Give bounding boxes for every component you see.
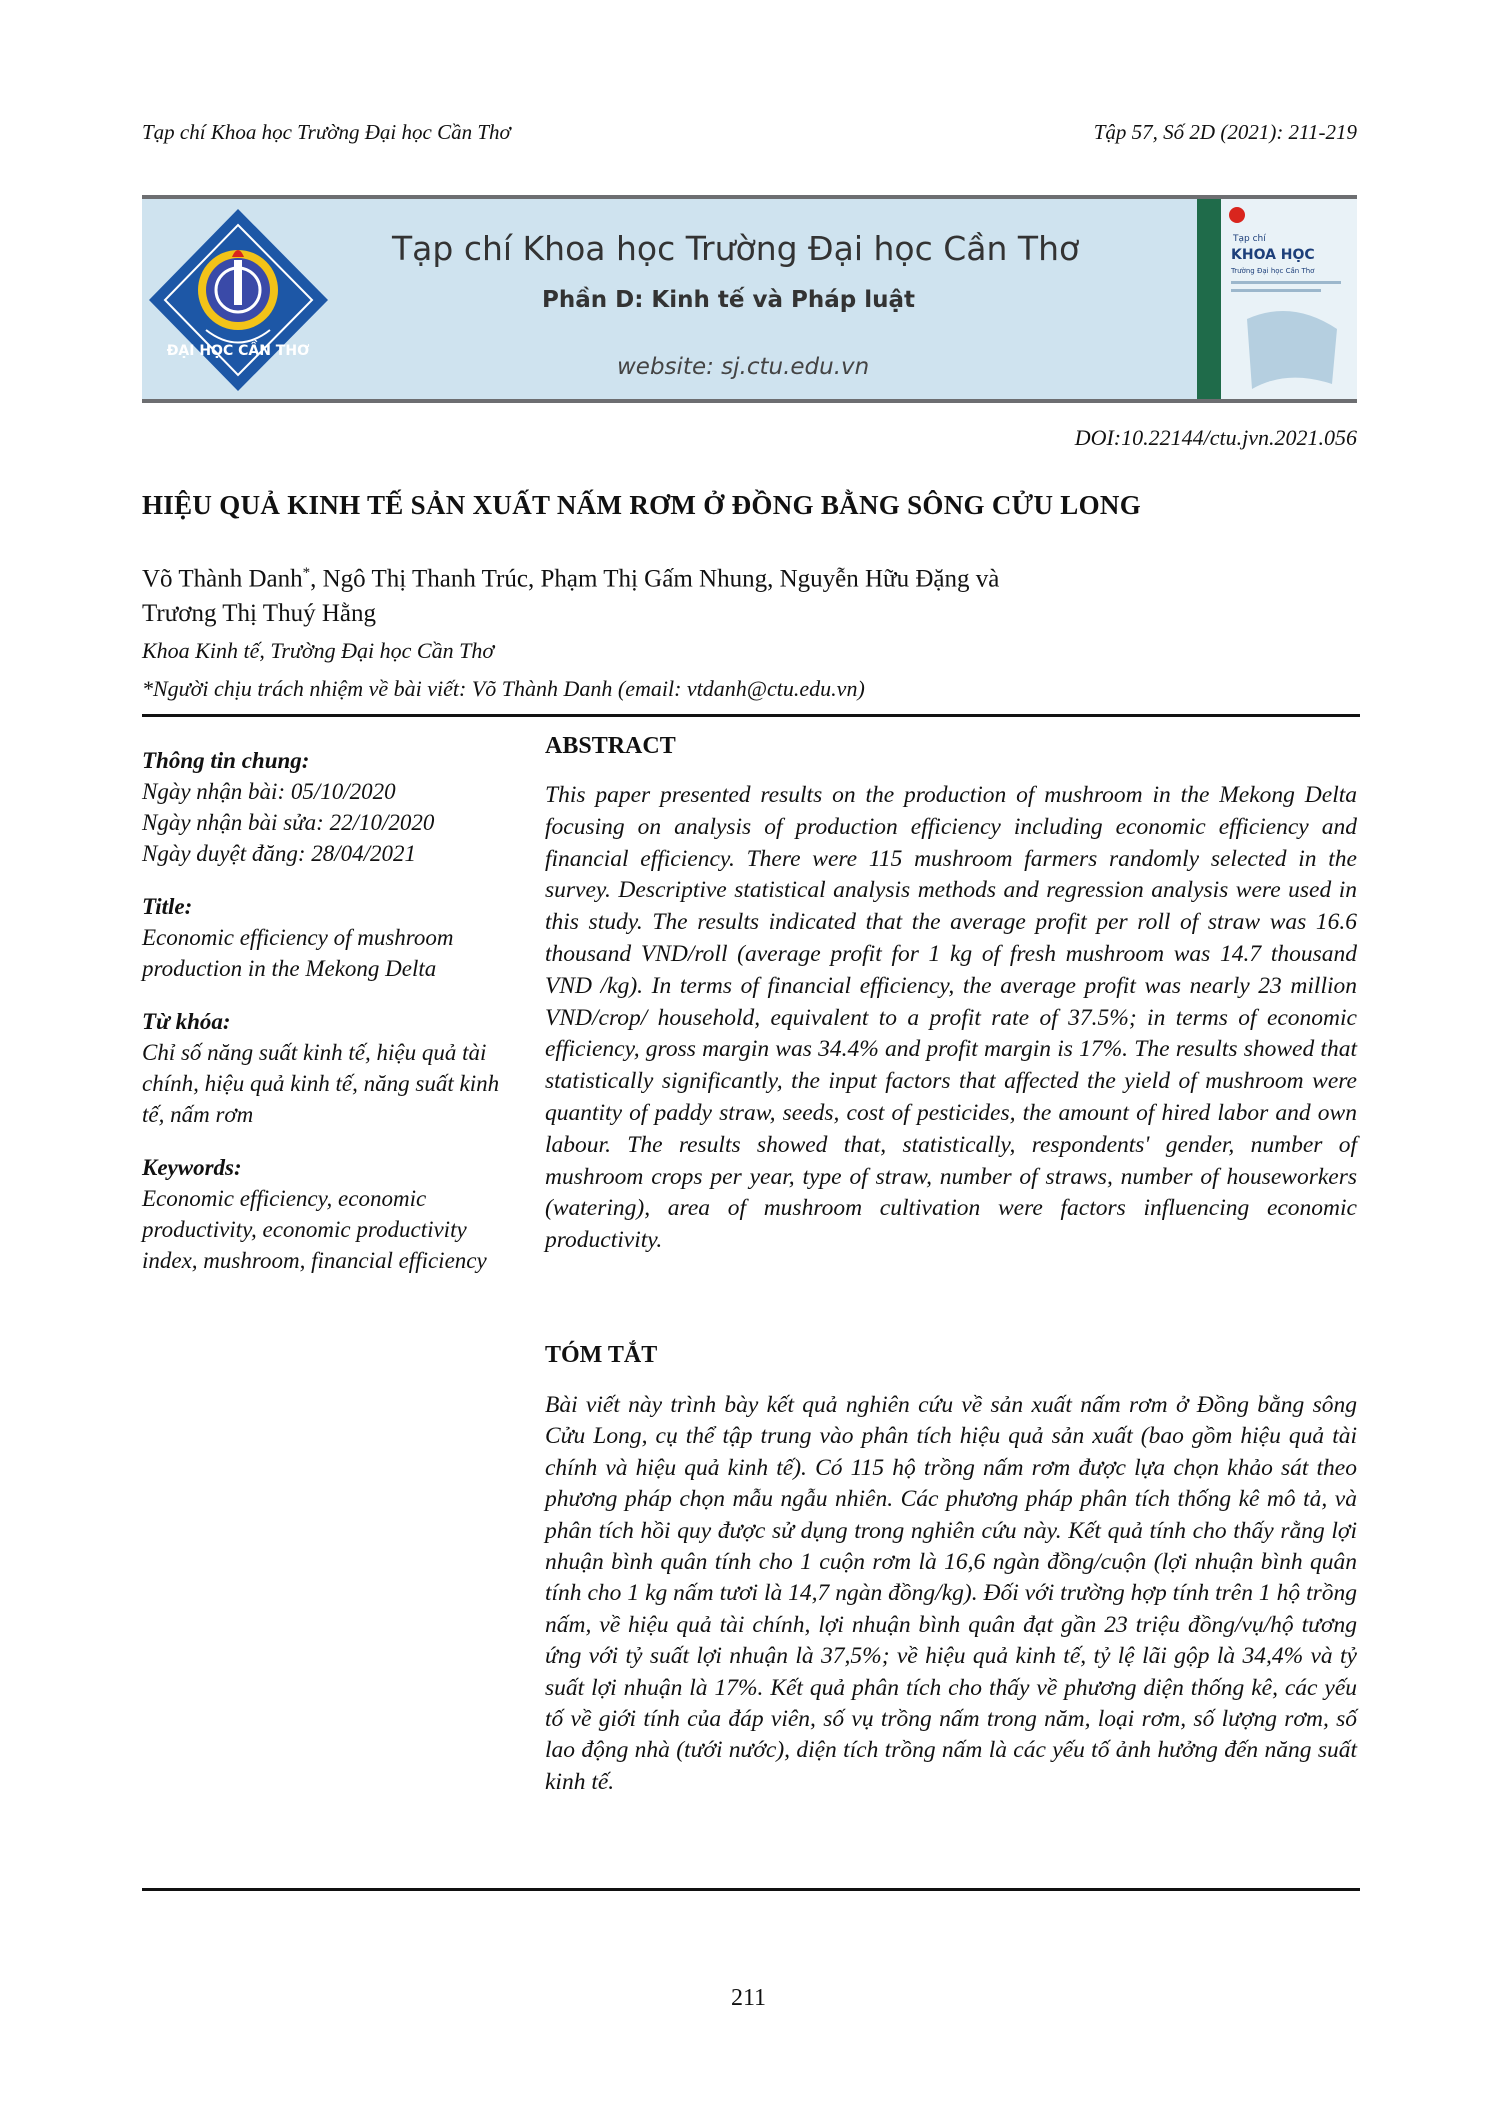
keywords-heading: Keywords: [142, 1155, 242, 1180]
author-first: Võ Thành Danh [142, 565, 303, 593]
authors-line2: Trương Thị Thuý Hằng [142, 600, 376, 628]
paper-title: HIỆU QUẢ KINH TẾ SẢN XUẤT NẤM RƠM Ở ĐỒNG BẰNG SÔNG CỬU LONG [142, 490, 1142, 520]
tomtat-text: Bài viết này trình bày kết quả nghiên cứu về sản xuất nấm rơm ở Đồng bằng sông Cửu Long, cụ thể tập trung vào phân tích hiệu quả sản xuất (bao gồm hiệu quả tài chính và hiệu quả kinh tế). Có 115 hộ trồng nấm rơm được lựa chọn khảo sát theo phương pháp chọn mẫu ngẫu nhiên. Các phương pháp phân tích thống kê mô tả, và phân tích hồi quy được sử dụng trong nghiên cứu này. Kết quả tính cho thấy rằng lợi nhuận bình quân tính cho 1 cuộn rơm là 16,6 ngàn đồng/cuộn (lợi nhuận bình quân tính cho 1 kg nấm tươi là 14,7 ngàn đồng/kg). Đối với trường hợp tính trên 1 hộ trồng nấm, về hiệu quả tài chính, lợi nhuận bình quân đạt gần 23 triệu đồng/vụ/hộ tương ứng với tỷ suất lợi nhuận là 37,5%; về hiệu quả kinh tế, tỷ lệ lãi gộp là 34,4% và tỷ suất lợi nhuận là 17%. Kết quả phân tích cho thấy về phương diện thống kê, các yếu tố về giới tính của đáp viên, số vụ trồng nấm trong năm, loại rơm, số lượng rơm, số lao động nhà (tưới nước), diện tích trồng nấm là các yếu tố ảnh hưởng đến năng suất kinh tế. [545, 1392, 1357, 1795]
article-info-sidebar [142, 745, 502, 1276]
tomtat-heading: TÓM TẮT [545, 1342, 658, 1368]
title-heading: Title: [142, 894, 193, 919]
tukhoa-heading: Từ khóa: [142, 1009, 231, 1034]
divider-bottom [142, 1888, 1360, 1891]
university-logo [146, 205, 331, 395]
abstract-heading: ABSTRACT [545, 733, 676, 759]
info-heading: Thông tin chung: [142, 748, 310, 773]
page-number: 211 [730, 1985, 767, 2011]
date-accepted: Ngày duyệt đăng: 28/04/2021 [142, 841, 417, 866]
tukhoa-text: Chỉ số năng suất kinh tế, hiệu quả tài chính, hiệu quả kinh tế, năng suất kinh tế, nấm rơm [142, 1040, 500, 1127]
doi: DOI:10.22144/ctu.jvn.2021.056 [1074, 425, 1357, 450]
date-revised: Ngày nhận bài sửa: 22/10/2020 [142, 810, 435, 835]
svg-text:Trường Đại học Cần Thơ: Trường Đại học Cần Thơ [1231, 267, 1315, 275]
running-header-journal: Tạp chí Khoa học Trường Đại học Cần Thơ [142, 120, 511, 144]
banner-website: website: sj.ctu.edu.vn [617, 354, 870, 380]
svg-text:KHOA HỌC: KHOA HỌC [1231, 247, 1315, 263]
svg-text:ĐẠI HỌC CẦN THƠ: ĐẠI HỌC CẦN THƠ [166, 343, 310, 359]
corresponding-author: *Người chịu trách nhiệm về bài viết: Võ Thành Danh (email: vtdanh@ctu.edu.vn) [142, 676, 865, 701]
authors [142, 556, 1242, 631]
running-header-volume: Tập 57, Số 2D (2021): 211-219 [1093, 120, 1357, 144]
date-received: Ngày nhận bài: 05/10/2020 [142, 779, 396, 804]
keywords-text: Economic efficiency, economic productivity, economic productivity index, mushroom, financial efficiency [142, 1186, 487, 1273]
svg-text:Tạp chí: Tạp chí [1233, 234, 1266, 244]
authors-rest: , Ngô Thị Thanh Trúc, Phạm Thị Gấm Nhung, Nguyễn Hữu Đặng và [310, 565, 1000, 593]
journal-banner [142, 195, 1357, 403]
affiliation: Khoa Kinh tế, Trường Đại học Cần Thơ [142, 638, 495, 663]
banner-subtitle: Phần D: Kinh tế và Pháp luật [542, 287, 916, 313]
banner-title: Tạp chí Khoa học Trường Đại học Cần Thơ [392, 229, 1080, 268]
english-title: Economic efficiency of mushroom production in the Mekong Delta [142, 925, 454, 981]
abstract-text: This paper presented results on the production of mushroom in the Mekong Delta focusing on analysis of production efficiency including economic efficiency and financial efficiency. There were 115 mushroom farmers randomly selected in the survey. Descriptive statistical analysis methods and regression analysis were used in this study. The results indicated that the average profit per roll of straw was 16.6 thousand VND/roll (average profit for 1 kg of fresh mushroom was 14.7 thousand VND /kg). In terms of financial efficiency, the average profit was nearly 23 million VND/crop/ household, equivalent to a profit rate of 37.5%; in terms of economic efficiency, gross margin was 34.4% and profit margin is 17%. The results showed that statistically significantly, the input factors that affected the yield of mushroom were quantity of paddy straw, seeds, cost of pesticides, the amount of hired labor and own labour. The results showed that, statistically, respondents' gender, number of mushroom crops per year, type of straw, number of straws, number of houseworkers (watering), area of mushroom cultivation were factors influencing economic productivity. [545, 782, 1357, 1254]
divider-top [142, 714, 1360, 717]
corresponding-mark: * [302, 565, 311, 581]
journal-cover-thumbnail [1197, 199, 1357, 399]
